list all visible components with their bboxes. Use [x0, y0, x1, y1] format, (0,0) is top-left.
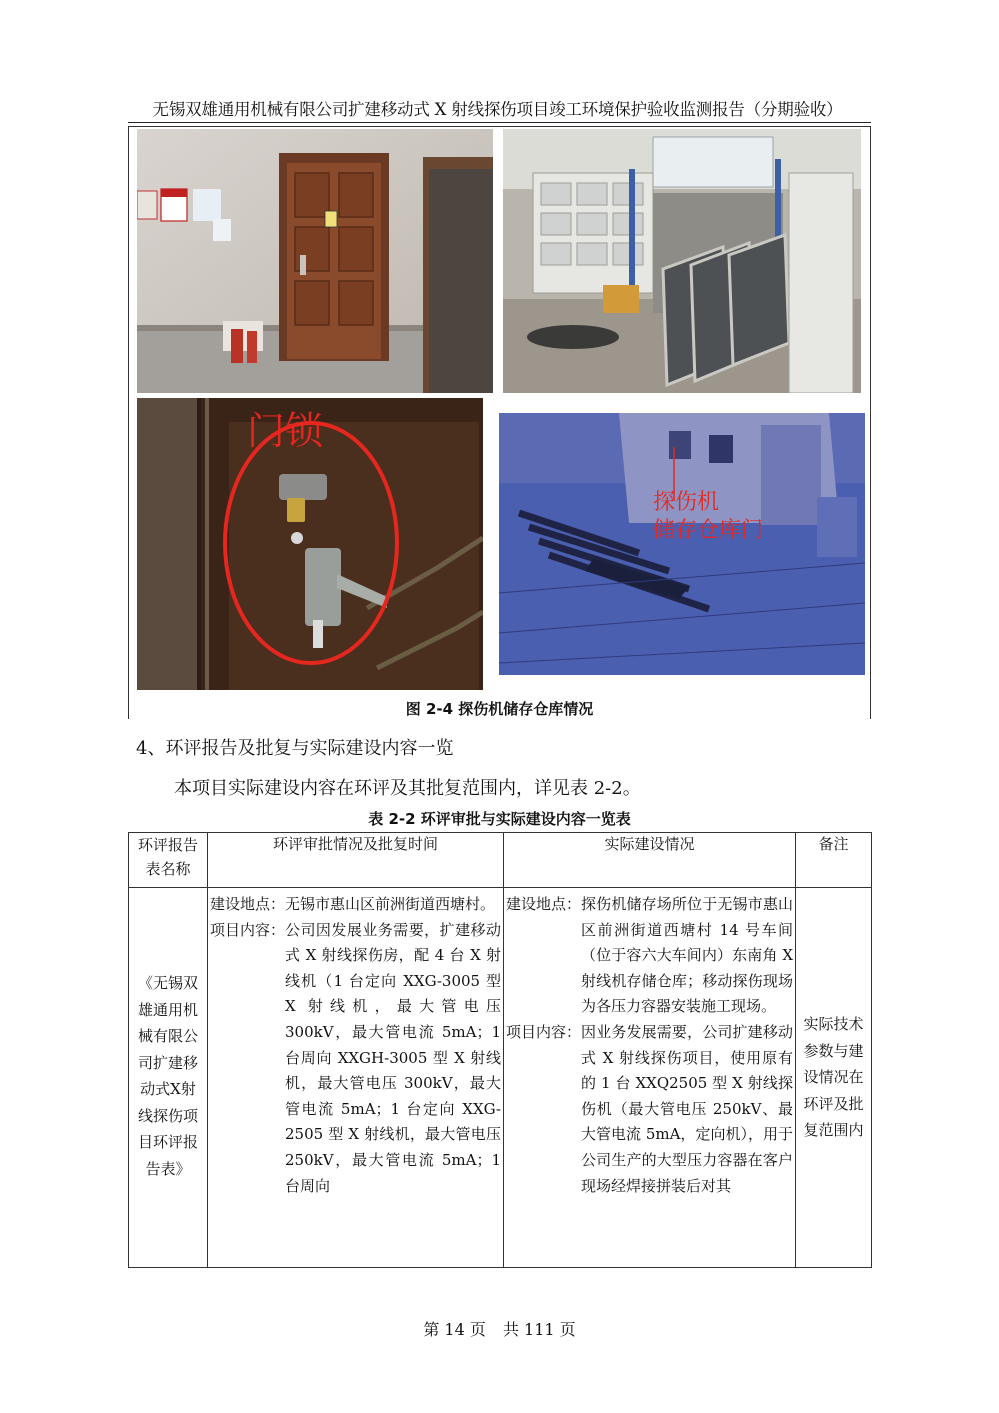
approval-location [210, 892, 501, 918]
approval-content [210, 918, 501, 1200]
page-number: 第 14 页 [423, 1320, 486, 1339]
section-paragraph: 本项目实际建设内容在环评及其批复范围内，详见表 2-2。 [174, 778, 641, 799]
page-footer [0, 1317, 999, 1340]
section-heading: 4、环评报告及批复与实际建设内容一览 [136, 738, 454, 759]
lock-annotation: 门锁 [247, 409, 324, 453]
header-remark: 备注 [796, 833, 872, 888]
report-name-text: 《无锡双雄通用机械有限公司扩建移动式X射线探伤项目环评报告表》 [137, 974, 198, 1178]
cell-report-name [129, 888, 208, 1268]
table-caption: 表 2-2 环评审批与实际建设内容一览表 [368, 810, 631, 828]
remark-text: 实际技术参数与建设情况在环评及批复范围内 [803, 1015, 864, 1140]
photo-door-lock [137, 398, 483, 690]
photo-cctv-warehouse [499, 413, 865, 675]
actual-location-label: 建设地点： [506, 895, 582, 913]
header-approval: 环评审批情况及批复时间 [208, 833, 504, 888]
page-header: 无锡双雄通用机械有限公司扩建移动式 X 射线探伤项目竣工环境保护验收监测报告（分期验收） [152, 100, 843, 119]
photo-storage-interior [503, 129, 861, 393]
cell-actual [504, 888, 796, 1268]
header-rule [128, 122, 871, 123]
approval-content-label: 项目内容： [210, 920, 286, 939]
actual-content-text: 因业务发展需要，公司扩建移动式 X 射线探伤项目，使用原有的 1 台 XXQ2505 型 X 射线探伤机（最大管电压 250kV、最大管电流 5mA，定向机），用于公司生产的大型压力容器在客户现场经焊接拼装后对其 [581, 1022, 793, 1195]
warehouse-annotation-line1: 探伤机 [653, 490, 720, 515]
cell-remark [796, 888, 872, 1268]
actual-location [506, 892, 793, 1020]
comparison-table [128, 832, 872, 1268]
approval-location-text: 无锡市惠山区前洲街道西塘村。 [285, 895, 496, 913]
page-total: 共 111 页 [502, 1320, 576, 1339]
photo-storage-door [137, 129, 493, 393]
warehouse-annotation-line2: 储存仓库门 [653, 518, 764, 543]
table-header-row [129, 833, 872, 888]
cell-approval [208, 888, 504, 1268]
approval-location-label: 建设地点： [210, 895, 286, 913]
table-row [129, 888, 872, 1268]
figure-caption: 图 2-4 探伤机储存仓库情况 [405, 700, 594, 718]
actual-content [506, 1020, 793, 1199]
header-actual: 实际建设情况 [504, 833, 796, 888]
header-report-name: 环评报告表名称 [129, 833, 208, 888]
actual-location-text: 探伤机储存场所位于无锡市惠山区前洲街道西塘村 14 号车间（位于容六大车间内）东南角 X 射线机存储仓库；移动探伤现场为各压力容器安装施工现场。 [581, 895, 793, 1016]
actual-content-label: 项目内容： [506, 1022, 582, 1041]
approval-content-text: 公司因发展业务需要，扩建移动式 X 射线探伤房，配 4 台 X 射线机（1 台定向 XXG-3005 型 X 射线机，最大管电压 300kV，最大管电流 5mA；1 台周向 XXGH-3005 型 X 射线机，最大管电压 300kV，最大管电流 5mA；1 台定向 XXG-2505 型 X 射线机，最大管电压 250kV，最大管电流 5mA；1 台周向 [285, 920, 501, 1195]
